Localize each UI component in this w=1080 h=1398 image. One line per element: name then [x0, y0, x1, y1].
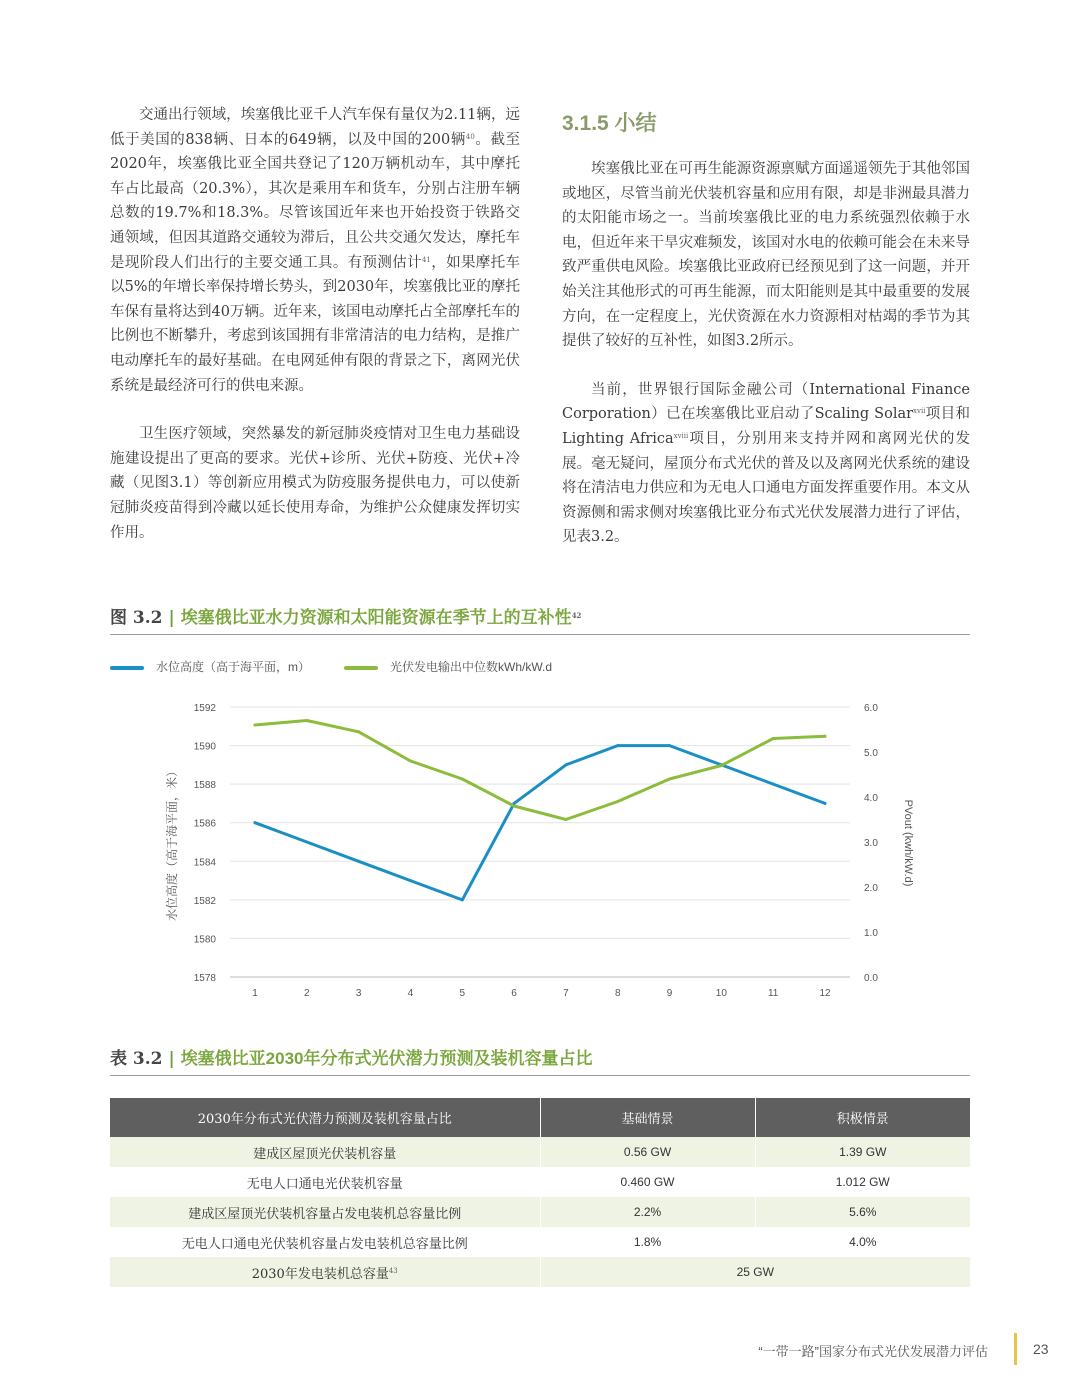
figure-title: [110, 603, 970, 635]
data-point: [513, 805, 516, 808]
table-header-row: [110, 1098, 970, 1137]
active-value: 1.012 GW: [755, 1167, 970, 1197]
page-number: 23: [1033, 1341, 1049, 1357]
column-header: 2030年分布式光伏潜力预测及装机容量占比: [110, 1098, 540, 1137]
chart-points: [254, 719, 827, 901]
table-total-row: [110, 1257, 970, 1287]
legend-label: 水位高度（高于海平面，m）: [156, 660, 310, 674]
data-point: [772, 783, 775, 786]
footnote-ref: 43: [388, 1266, 398, 1275]
data-point: [409, 760, 412, 763]
x-tick-label: 1: [252, 988, 258, 999]
data-point: [254, 724, 257, 727]
base-value: 0.460 GW: [540, 1167, 755, 1197]
y-axis-label-left: 水位高度（高于海平面，米）: [165, 764, 179, 922]
column-header: 基础情景: [540, 1098, 755, 1137]
figure-title-text: 埃塞俄比亚水力资源和太阳能资源在季节上的互补性: [180, 608, 572, 627]
y-tick-label-left: 1580: [193, 934, 216, 946]
table-title-text: 埃塞俄比亚2030年分布式光伏潜力预测及装机容量占比: [180, 1049, 593, 1068]
y-tick-label-left: 1590: [193, 741, 216, 753]
footnote-ref: 41: [421, 255, 431, 264]
y-tick-label-right: 6.0: [864, 703, 878, 714]
data-point: [461, 778, 464, 781]
x-tick-label: 11: [767, 988, 779, 999]
active-value: 4.0%: [755, 1227, 970, 1257]
data-point: [254, 821, 257, 824]
data-point: [720, 764, 723, 767]
paragraph-healthcare: 卫生医疗领域，突然暴发的新冠肺炎疫情对卫生电力基础设施建设提出了更高的要求。光伏+诊所、光伏+防疫、光伏+冷藏（见图3.1）等创新应用模式为防疫服务提供电力，可以使新冠肺炎疫苗得到冷藏以延长使用寿命，为维护公众健康发挥切实作用。: [110, 426, 520, 541]
y-tick-label-right: 2.0: [864, 883, 878, 894]
data-point: [824, 735, 827, 738]
chart-series: [255, 721, 825, 900]
x-tick-label: 9: [666, 988, 673, 999]
data-point: [513, 802, 516, 805]
row-label: 建成区屋顶光伏装机容量: [110, 1137, 540, 1167]
x-tick-label: 4: [407, 988, 414, 999]
data-point: [824, 802, 827, 805]
base-value: 2.2%: [540, 1197, 755, 1227]
base-value: 0.56 GW: [540, 1137, 755, 1167]
data-point: [305, 719, 308, 722]
legend-swatch: [110, 666, 144, 670]
y-tick-label-right: 4.0: [864, 793, 878, 804]
data-point: [357, 730, 360, 733]
base-value: 1.8%: [540, 1227, 755, 1257]
section-title: 3.1.5 小结: [562, 112, 657, 135]
y-tick-label-right: 3.0: [864, 838, 878, 849]
chart-ticks: [194, 703, 879, 999]
y-tick-label-left: 1584: [193, 857, 216, 869]
x-tick-label: 7: [563, 988, 569, 999]
data-point: [668, 778, 671, 781]
data-point: [461, 898, 464, 901]
x-tick-label: 5: [459, 988, 466, 999]
right-column: [562, 157, 970, 550]
data-point: [616, 744, 619, 747]
y-axis-label-right: PVout (kwh/kW.d): [902, 799, 914, 887]
data-point: [305, 841, 308, 844]
y-tick-label-left: 1582: [193, 895, 216, 907]
active-value: 1.39 GW: [755, 1137, 970, 1167]
footnote-ref: 40: [465, 132, 475, 141]
data-point: [357, 860, 360, 863]
row-label: 无电人口通电光伏装机容量: [110, 1167, 540, 1197]
row-label: 无电人口通电光伏装机容量占发电装机总容量比例: [110, 1227, 540, 1257]
data-point: [564, 818, 567, 821]
legend-item-pv: [344, 658, 552, 675]
data-point: [409, 879, 412, 882]
active-value: 5.6%: [755, 1197, 970, 1227]
x-tick-label: 12: [819, 988, 831, 999]
table-row: [110, 1137, 970, 1167]
row-label: 2030年发电装机总容量$^{43}$: [110, 1257, 540, 1287]
y-tick-label-right: 5.0: [864, 748, 878, 759]
paragraph-ifc: 当前，世界银行国际金融公司（International Finance Corporation）已在埃塞俄比亚启动了Scaling Solar$^{xvii}$项目和Lighting Africa$^{xviii}$项目，分别用来支持并网和离网光伏的发展。毫无疑问，屋顶分布式光伏的普及以及离网光伏系统的建设将在清洁电力供应和为无电人口通电方面发挥重要作用。本文从资源侧和需求侧对埃塞俄比亚分布式光伏发展潜力进行了评估，见表3.2。: [562, 381, 971, 546]
table-label: 表 3.2: [110, 1049, 163, 1069]
footnote-ref: 42: [571, 611, 582, 620]
legend-label: 光伏发电输出中位数kWh/kW.d: [390, 660, 553, 674]
data-table: [110, 1098, 970, 1287]
title-separator: |: [168, 608, 175, 628]
legend-item-water: [110, 658, 310, 675]
y-tick-label-right: 0.0: [864, 973, 878, 984]
paragraph-transport: 交通出行领域，埃塞俄比亚千人汽车保有量仅为2.11辆，远低于美国的838辆、日本的649辆，以及中国的200辆$^{40}$。截至2020年，埃塞俄比亚全国共登记了120万辆机动车，其中摩托车占比最高（20.3%），其次是乘用车和货车，分别占注册车辆总数的19.7%和18.3%。尽管该国近年来也开始投资于铁路交通领域，但因其道路交通较为滞后，且公共交通欠发达，摩托车是现阶段人们出行的主要交通工具。有预测估计$^{41}$，如果摩托车以5%的年增长率保持增长势头，到2030年，埃塞俄比亚的摩托车保有量将达到40万辆。近年来，该国电动摩托占全部摩托车的比例也不断攀升，考虑到该国拥有非常清洁的电力结构，是推广电动摩托车的最好基础。在电网延伸有限的背景之下，离网光伏系统是最经济可行的供电来源。: [110, 107, 521, 394]
data-point: [616, 800, 619, 803]
x-tick-label: 2: [304, 988, 310, 999]
paragraph-summary: 埃塞俄比亚在可再生能源资源禀赋方面遥遥领先于其他邻国或地区，尽管当前光伏装机容量和应用有限，却是非洲最具潜力的太阳能市场之一。当前埃塞俄比亚的电力系统强烈依赖于水电，但近年来干旱灾难频发，该国对水电的依赖可能会在未来导致严重供电风险。埃塞俄比亚政府已经预见到了这一问题，并开始关注其他形式的可再生能源，而太阳能则是其中最重要的发展方向，在一定程度上，光伏资源在水力资源相对枯竭的季节为其提供了较好的互补性，如图3.2所示。: [562, 161, 970, 350]
data-point: [564, 763, 567, 766]
x-tick-label: 6: [511, 988, 517, 999]
y-tick-label-left: 1578: [193, 973, 216, 984]
x-tick-label: 8: [614, 988, 621, 999]
footer-divider: [1014, 1333, 1017, 1365]
footnote-ref: xvii: [913, 407, 926, 416]
column-header: 积极情景: [755, 1098, 970, 1137]
table-row: [110, 1167, 970, 1197]
line-chart: [110, 690, 970, 1020]
title-separator: |: [168, 1049, 175, 1069]
y-tick-label-right: 1.0: [864, 928, 878, 939]
legend-swatch: [344, 666, 378, 670]
table-title: [110, 1044, 970, 1076]
footer-title: “一带一路”国家分布式光伏发展潜力评估: [758, 1344, 988, 1359]
left-column: [110, 103, 520, 545]
x-tick-label: 10: [715, 988, 727, 999]
row-label: 建成区屋顶光伏装机容量占发电装机总容量比例: [110, 1197, 540, 1227]
data-point: [772, 737, 775, 740]
table-row: [110, 1227, 970, 1257]
y-tick-label-left: 1586: [193, 818, 216, 830]
table-row: [110, 1197, 970, 1227]
series-line-pv-output: [255, 721, 825, 820]
figure-label: 图 3.2: [110, 608, 163, 628]
footnote-ref: xviii: [673, 431, 689, 440]
x-tick-label: 3: [355, 988, 362, 999]
y-tick-label-left: 1592: [193, 703, 216, 714]
total-value: 25 GW: [540, 1257, 970, 1287]
y-tick-label-left: 1588: [193, 780, 216, 792]
data-point: [668, 744, 671, 747]
